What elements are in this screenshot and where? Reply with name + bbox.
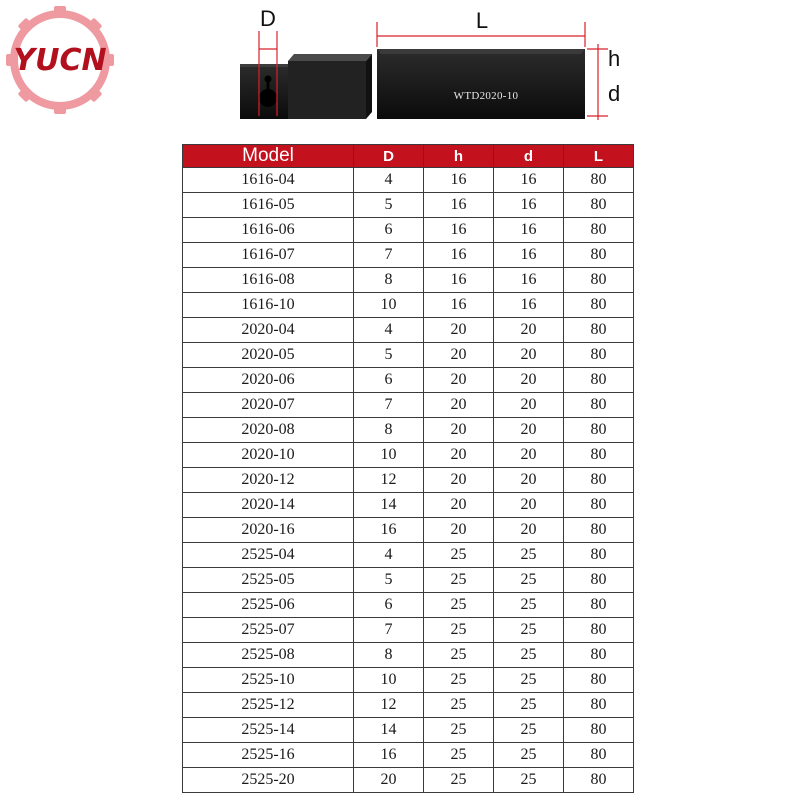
cell-L: 80 (564, 518, 634, 543)
cell-D: 10 (354, 293, 424, 318)
cell-L: 80 (564, 218, 634, 243)
cell-model: 2525-05 (183, 568, 354, 593)
cell-h: 25 (424, 768, 494, 793)
dimension-label-d: d (608, 81, 621, 106)
cell-D: 4 (354, 543, 424, 568)
table-row (183, 593, 634, 618)
cell-d: 25 (494, 543, 564, 568)
cell-L: 80 (564, 743, 634, 768)
cell-D: 7 (354, 243, 424, 268)
cell-model: 2020-05 (183, 343, 354, 368)
cell-D: 5 (354, 343, 424, 368)
cell-D: 8 (354, 418, 424, 443)
cell-d: 25 (494, 743, 564, 768)
dimension-label-L: L (475, 8, 489, 33)
cell-L: 80 (564, 543, 634, 568)
cell-D: 4 (354, 168, 424, 193)
cell-L: 80 (564, 768, 634, 793)
cell-L: 80 (564, 393, 634, 418)
table-row (183, 168, 634, 193)
cell-D: 12 (354, 693, 424, 718)
cell-L: 80 (564, 493, 634, 518)
cell-model: 1616-07 (183, 243, 354, 268)
table-row (183, 268, 634, 293)
table-row (183, 718, 634, 743)
cell-d: 25 (494, 718, 564, 743)
cell-L: 80 (564, 343, 634, 368)
cell-d: 16 (494, 168, 564, 193)
column-header-h: h (424, 145, 494, 168)
table-row (183, 443, 634, 468)
cell-model: 2525-06 (183, 593, 354, 618)
cell-D: 8 (354, 643, 424, 668)
cell-L: 80 (564, 618, 634, 643)
cell-h: 20 (424, 468, 494, 493)
cell-h: 20 (424, 418, 494, 443)
cell-L: 80 (564, 193, 634, 218)
cell-D: 6 (354, 218, 424, 243)
cell-D: 5 (354, 568, 424, 593)
cell-model: 2020-12 (183, 468, 354, 493)
dimension-h-d (587, 44, 620, 120)
table-row (183, 618, 634, 643)
cell-d: 25 (494, 668, 564, 693)
column-header-L: L (564, 145, 634, 168)
cell-model: 2525-20 (183, 768, 354, 793)
tool-holder-side-view (377, 49, 585, 119)
cell-model: 2020-10 (183, 443, 354, 468)
brand-logo-text: YUCN (13, 43, 107, 78)
cell-L: 80 (564, 693, 634, 718)
cell-d: 20 (494, 493, 564, 518)
cell-h: 20 (424, 368, 494, 393)
cell-d: 16 (494, 193, 564, 218)
cell-h: 16 (424, 193, 494, 218)
table-row (183, 543, 634, 568)
cell-L: 80 (564, 643, 634, 668)
cell-d: 25 (494, 568, 564, 593)
cell-D: 16 (354, 743, 424, 768)
cell-h: 25 (424, 668, 494, 693)
cell-d: 20 (494, 318, 564, 343)
cell-L: 80 (564, 443, 634, 468)
cell-model: 1616-06 (183, 218, 354, 243)
cell-model: 2020-06 (183, 368, 354, 393)
cell-h: 25 (424, 693, 494, 718)
cell-D: 20 (354, 768, 424, 793)
cell-D: 7 (354, 618, 424, 643)
cell-h: 25 (424, 618, 494, 643)
cell-h: 16 (424, 218, 494, 243)
cell-L: 80 (564, 293, 634, 318)
cell-d: 20 (494, 518, 564, 543)
cell-h: 25 (424, 643, 494, 668)
cell-d: 20 (494, 468, 564, 493)
cell-model: 1616-10 (183, 293, 354, 318)
cell-h: 20 (424, 393, 494, 418)
cell-L: 80 (564, 718, 634, 743)
cell-D: 12 (354, 468, 424, 493)
cell-L: 80 (564, 268, 634, 293)
cell-d: 20 (494, 368, 564, 393)
cell-model: 2020-07 (183, 393, 354, 418)
table-row (183, 468, 634, 493)
cell-model: 2525-14 (183, 718, 354, 743)
tool-holder-end-view (240, 54, 372, 119)
cell-h: 20 (424, 518, 494, 543)
cell-h: 25 (424, 718, 494, 743)
cell-L: 80 (564, 318, 634, 343)
cell-h: 16 (424, 168, 494, 193)
column-header-d: d (494, 145, 564, 168)
cell-d: 20 (494, 343, 564, 368)
cell-L: 80 (564, 368, 634, 393)
brand-logo (4, 4, 116, 116)
cell-model: 2525-08 (183, 643, 354, 668)
bar-engraving: WTD2020-10 (453, 90, 519, 102)
cell-h: 20 (424, 318, 494, 343)
table-row (183, 518, 634, 543)
dimension-label-h: h (608, 46, 621, 71)
cell-L: 80 (564, 168, 634, 193)
cell-d: 16 (494, 268, 564, 293)
table-body (183, 168, 634, 793)
cell-h: 20 (424, 443, 494, 468)
cell-d: 16 (494, 243, 564, 268)
cell-d: 16 (494, 218, 564, 243)
cell-D: 8 (354, 268, 424, 293)
cell-model: 1616-05 (183, 193, 354, 218)
table-row (183, 418, 634, 443)
table-row (183, 668, 634, 693)
table-row (183, 493, 634, 518)
table-header-row (183, 145, 634, 168)
spec-table (182, 144, 634, 793)
product-dimension-diagram (236, 4, 636, 124)
cell-h: 16 (424, 268, 494, 293)
table-row (183, 243, 634, 268)
cell-h: 25 (424, 743, 494, 768)
table-row (183, 568, 634, 593)
cell-D: 5 (354, 193, 424, 218)
table-row (183, 693, 634, 718)
cell-d: 20 (494, 393, 564, 418)
cell-D: 10 (354, 443, 424, 468)
cell-D: 14 (354, 718, 424, 743)
cell-D: 4 (354, 318, 424, 343)
cell-h: 20 (424, 493, 494, 518)
dimension-L (377, 8, 585, 47)
cell-L: 80 (564, 593, 634, 618)
table-row (183, 193, 634, 218)
cell-model: 1616-08 (183, 268, 354, 293)
table-row (183, 318, 634, 343)
cell-d: 16 (494, 293, 564, 318)
cell-L: 80 (564, 418, 634, 443)
cell-D: 6 (354, 368, 424, 393)
dimension-label-D: D (260, 6, 276, 31)
column-header-D: D (354, 145, 424, 168)
cell-model: 2020-14 (183, 493, 354, 518)
cell-d: 25 (494, 693, 564, 718)
table-row (183, 743, 634, 768)
cell-D: 6 (354, 593, 424, 618)
table-row (183, 393, 634, 418)
cell-L: 80 (564, 243, 634, 268)
cell-h: 20 (424, 343, 494, 368)
table-row (183, 768, 634, 793)
cell-model: 1616-04 (183, 168, 354, 193)
cell-d: 25 (494, 768, 564, 793)
cell-D: 14 (354, 493, 424, 518)
cell-L: 80 (564, 468, 634, 493)
table-row (183, 218, 634, 243)
cell-D: 7 (354, 393, 424, 418)
cell-h: 16 (424, 243, 494, 268)
table-row (183, 368, 634, 393)
cell-d: 20 (494, 443, 564, 468)
table-row (183, 643, 634, 668)
cell-model: 2525-04 (183, 543, 354, 568)
cell-D: 16 (354, 518, 424, 543)
cell-L: 80 (564, 668, 634, 693)
column-header-model: Model (183, 145, 354, 168)
table-row (183, 293, 634, 318)
cell-model: 2020-16 (183, 518, 354, 543)
cell-model: 2525-12 (183, 693, 354, 718)
cell-h: 25 (424, 593, 494, 618)
cell-L: 80 (564, 568, 634, 593)
cell-h: 25 (424, 568, 494, 593)
cell-d: 20 (494, 418, 564, 443)
cell-model: 2020-04 (183, 318, 354, 343)
cell-h: 16 (424, 293, 494, 318)
cell-h: 25 (424, 543, 494, 568)
cell-model: 2525-10 (183, 668, 354, 693)
cell-d: 25 (494, 593, 564, 618)
cell-d: 25 (494, 643, 564, 668)
cell-D: 10 (354, 668, 424, 693)
table-row (183, 343, 634, 368)
cell-model: 2020-08 (183, 418, 354, 443)
cell-d: 25 (494, 618, 564, 643)
cell-model: 2525-16 (183, 743, 354, 768)
cell-model: 2525-07 (183, 618, 354, 643)
